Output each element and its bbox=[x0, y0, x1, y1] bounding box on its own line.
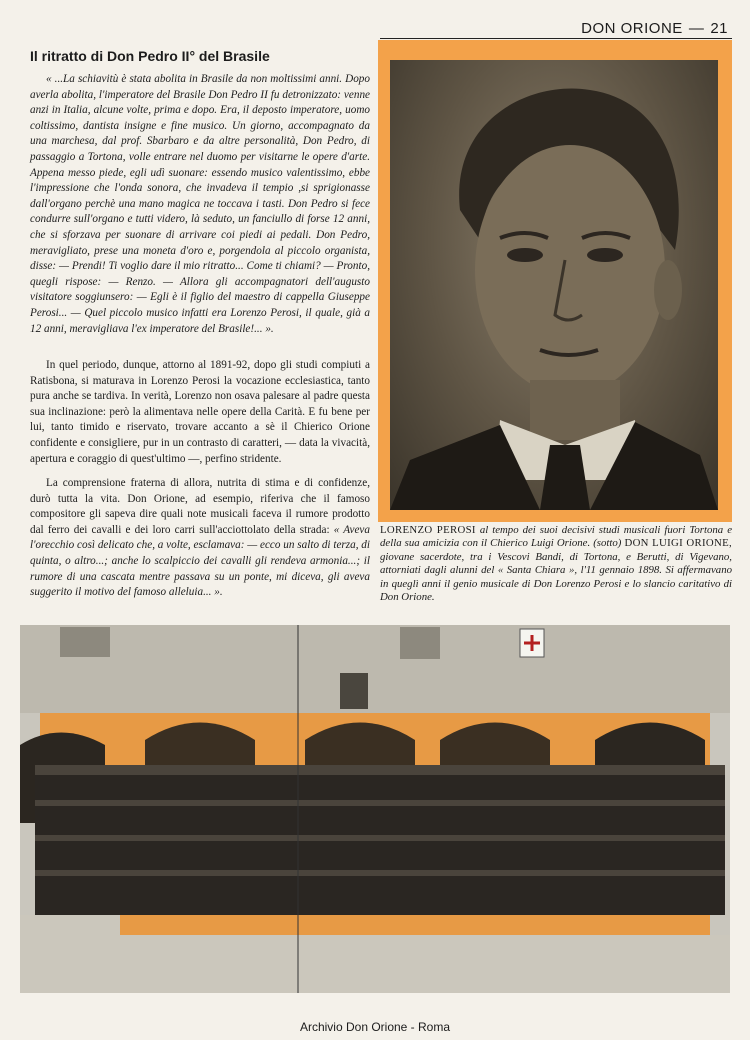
caption-text-2: giovane sacerdote, tra i Vescovi Bandi, di Tortona, e Berutti, di Vigevano, attorniati dagli alunni del « Santa Chiara », l'11 gennaio 1898. Si affermavano in queglì anni il genio musicale di Don Lorenzo Perosi e lo slancio caritativo di Don Orione. bbox=[380, 550, 732, 604]
quote-block bbox=[30, 72, 370, 337]
body-paragraph-2 bbox=[30, 358, 370, 467]
header-separator: — bbox=[688, 20, 705, 37]
page-number: 21 bbox=[710, 20, 728, 37]
magazine-name: DON ORIONE bbox=[581, 20, 683, 37]
running-header bbox=[380, 20, 728, 37]
photo-caption bbox=[380, 524, 732, 604]
caption-name-orione: DON LUIGI ORIONE, bbox=[624, 537, 732, 550]
caption-text-1: al tempo dei suoi decisivi studi musicali fuori Tortona e della sua amicizia con il Chierico Luigi Orione. (sotto) bbox=[380, 524, 732, 550]
body-paragraph-3 bbox=[30, 476, 370, 601]
group-photo-illustration bbox=[20, 625, 730, 993]
paragraph-3-roman: La comprensione fraterna di allora, nutrita di stima e di confidenze, durò tutta la vita. Don Orione, ad esempio, riferiva che il famoso compositore gli sapeva dire quali note musicali faceva il rumore prodotto dal ferro dei cavalli e dei loro carri sull'acciottolato della strada: bbox=[30, 477, 370, 536]
paragraph-3-italic: « Aveva l'orecchio così delicato che, a volte, esclamava: — ecco un salto di terza, di quinta, o altro...; anche lo scalpiccio dei cavalli gli rendeva armonia...; il rumore di una cascata mentre passava su un ponte, mi diceva, gli aveva suggerito il motivo del famoso alleluia... ». bbox=[30, 523, 371, 599]
portrait-frame bbox=[378, 40, 732, 522]
portrait-illustration bbox=[390, 60, 718, 510]
paragraph-3-text bbox=[30, 476, 370, 601]
group-photo bbox=[20, 625, 730, 993]
article-title: Il ritratto di Don Pedro II° del Brasile bbox=[30, 48, 270, 64]
quote-paragraph: « ...La schiavitù è stata abolita in Brasile da non moltissimi anni. Dopo averla abolita, l'imperatore del Brasile Don Pedro II fu detronizzato: venne anzi in Italia, alcune volte, prima e dopo. Era, il deposto imperatore, uomo coltissimo, dantista insigne e fine musico. Un giorno, accompagnato da una marchesa, dal prof. Sbarbaro e da altre personalità, Don Pedro, di passaggio a Tortona, volle entrare nel duomo per visitarne le opere d'arte. Appena messo piede, egli udì suonare: essendo musico valentissimo, ebbe l'impressione che l'onda sonora, che invadeva il tempio ,si sprigionasse dall'organo perchè una mano magica ne toccava i tasti. Don Pedro si fece condurre sull'organo e tutti videro, là seduto, un fanciullo di forse 12 anni, che si sforzava per suonare di arrivare coi piedi ai pedali. Don Pedro, meravigliato, prese una moneta d'oro e, porgendola al piccolo organista, disse: — Prendi! Ti voglio dare il mio ritratto... Come ti chiami? — Pronto, quegli rispose: — Renzo. — Allora gli accompagnatori dell'augusto visitatore soggiunsero: — Egli è il figlio del maestro di cappella Giuseppe Perosi... — Quel piccolo musico infatti era Lorenzo Perosi, il quale, già a 12 anni, meravigliava l'ex imperatore del Brasile!... ». bbox=[30, 73, 370, 335]
footer-archive: Archivio Don Orione - Roma bbox=[299, 1020, 451, 1034]
header-rule bbox=[380, 38, 732, 39]
portrait-photo-lorenzo-perosi bbox=[390, 60, 718, 510]
caption-name-perosi: LORENZO PEROSI bbox=[380, 524, 476, 536]
paragraph-2-text: In quel periodo, dunque, attorno al 1891-92, dopo gli studi compiuti a Ratisbona, si maturava in Lorenzo Perosi la vocazione ecclesiastica, tanto pura anche se tardiva. In verità, Lorenzo non osava palesare al padre questa sua inclinazione: però la alimentava nelle opere della Carità. E fu bene per lui, tanto timido e riservato, trovare accanto a sè il Chierico Orione confidente e consigliere, pur in un contrasto di caratteri, — data la vivacità, apertura e coraggio di quest'ultimo —, perfino stridente. bbox=[30, 359, 370, 465]
